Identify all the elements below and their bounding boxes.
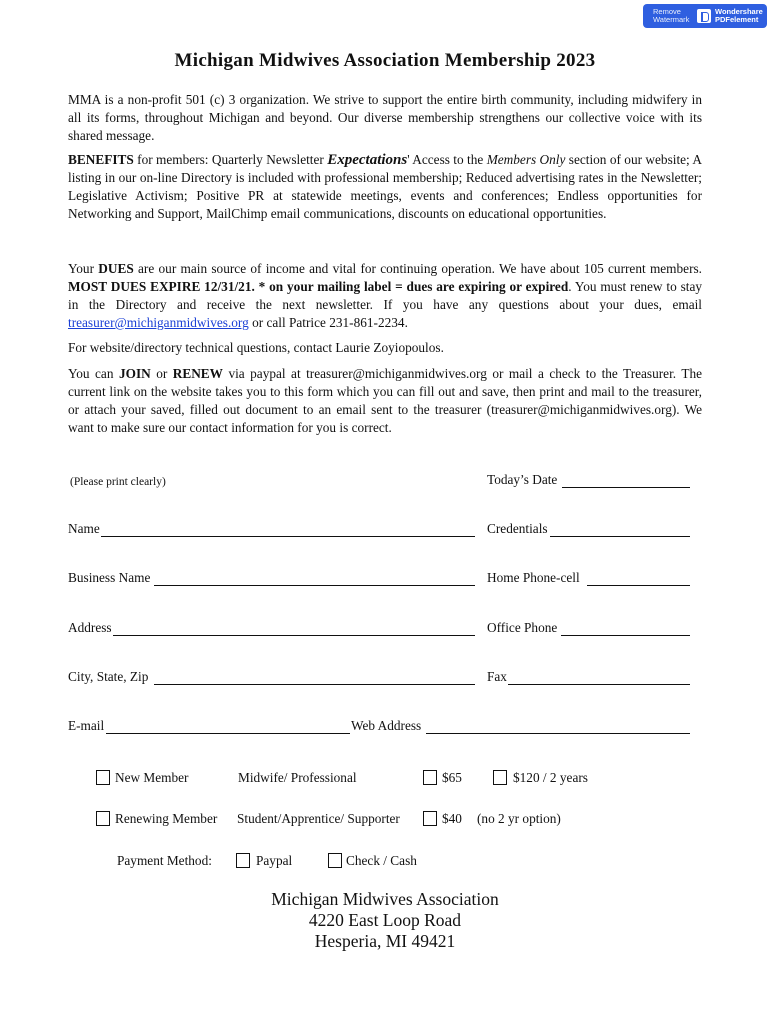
benefits-text-b: ' Access to the	[407, 152, 487, 167]
city-state-zip-field[interactable]	[154, 684, 475, 685]
document-title: Michigan Midwives Association Membership 2023	[174, 50, 596, 71]
price-120-checkbox[interactable]	[493, 770, 507, 785]
address-line3: Hesperia, MI 49421	[314, 931, 456, 951]
price-65-label: $65	[442, 770, 462, 785]
home-phone-field[interactable]	[587, 585, 690, 586]
office-phone-field[interactable]	[561, 635, 690, 636]
dues-text-c: . You must renew to stay in the Directory and receive the next newsletter. If you have any questions about your dues, email	[68, 279, 702, 312]
credentials-field[interactable]	[550, 536, 690, 537]
brand-line2: PDFelement	[715, 15, 759, 24]
new-member-label: New Member	[115, 770, 189, 785]
office-phone-label: Office Phone	[487, 620, 558, 635]
join-text-b: or	[150, 366, 173, 381]
benefits-heading: BENEFITS	[68, 152, 134, 167]
tech-contact: For website/directory technical questions, contact Laurie Zoyiopoulos.	[68, 340, 444, 355]
check-cash-checkbox[interactable]	[328, 853, 342, 868]
business-name-field[interactable]	[154, 585, 475, 586]
dues-text-b: are our main source of income and vital for continuing operation. We have about 105 current members.	[133, 261, 703, 276]
email-label: E-mail	[68, 718, 105, 733]
home-phone-label: Home Phone-cell	[487, 570, 580, 585]
newsletter-name: Expectations	[327, 152, 408, 168]
treasurer-email-link[interactable]: treasurer@michiganmidwives.org	[68, 315, 249, 330]
join-text-a: You can	[68, 366, 119, 381]
dues-text-d: or call Patrice 231-861-2234.	[248, 315, 408, 330]
web-address-field[interactable]	[426, 733, 690, 734]
join-word: JOIN	[118, 366, 151, 381]
price-65-checkbox[interactable]	[423, 770, 437, 785]
city-state-zip-label: City, State, Zip	[68, 669, 149, 684]
address-field[interactable]	[113, 635, 475, 636]
credentials-label: Credentials	[487, 521, 548, 536]
payment-method-label: Payment Method:	[117, 853, 212, 868]
print-note: (Please print clearly)	[70, 476, 166, 488]
members-only: Members Only	[486, 152, 566, 167]
form-row-date	[68, 470, 690, 490]
dues-word: DUES	[98, 261, 134, 276]
form-row-address	[68, 618, 690, 638]
pdfelement-logo-icon	[697, 9, 711, 23]
business-name-label: Business Name	[68, 570, 151, 585]
watermark-banner[interactable]	[643, 4, 767, 28]
address-line2: 4220 East Loop Road	[308, 910, 462, 930]
midwife-professional-label: Midwife/ Professional	[238, 770, 357, 785]
dues-text-a: Your	[68, 261, 99, 276]
price-120-label: $120 / 2 years	[513, 770, 588, 785]
email-field[interactable]	[106, 733, 350, 734]
benefits-text-c: section of our website; A listing in our on-line Directory is included with professional membership; Reduced advertising rates in the Newsletter; Legislative Activism; Positive PR at statewide meetings, events and conferences; Endless opportunities for Networking and Support, MailChimp email communications, discounts on educational opportunities.	[68, 152, 702, 221]
todays-date-field[interactable]	[562, 487, 690, 488]
remove-label: Remove	[653, 6, 681, 16]
mailing-address	[0, 889, 770, 952]
student-supporter-label: Student/Apprentice/ Supporter	[237, 811, 400, 826]
renewing-member-label: Renewing Member	[115, 811, 218, 826]
benefits-text-a: for members: Quarterly Newsletter	[133, 152, 328, 167]
dues-paragraph	[68, 260, 702, 332]
todays-date-label: Today’s Date	[487, 472, 558, 487]
paypal-label: Paypal	[256, 853, 293, 868]
intro-paragraph: MMA is a non-profit 501 (c) 3 organization. We strive to support the entire birth community, including midwifery in all its forms, throughout Michigan and beyond. Our diverse membership strengthens our collective voice with its shared message.	[68, 92, 702, 143]
no-2yr-option-label: (no 2 yr option)	[477, 811, 561, 826]
price-40-label: $40	[442, 811, 462, 826]
renew-word: RENEW	[172, 366, 223, 381]
address-line1: Michigan Midwives Association	[271, 889, 499, 909]
form-row-city	[68, 667, 690, 687]
name-label: Name	[68, 521, 100, 536]
dues-expire-notice: MOST DUES EXPIRE 12/31/21. * on your mailing label = dues are expiring or expired	[68, 279, 569, 294]
brand-line1: Wondershare	[715, 6, 763, 16]
web-address-label: Web Address	[351, 718, 422, 733]
form-row-name	[68, 519, 690, 539]
fax-label: Fax	[487, 669, 507, 684]
form-row-email	[68, 716, 690, 736]
price-40-checkbox[interactable]	[423, 811, 437, 826]
join-text-c: via paypal at treasurer@michiganmidwives.org or mail a check to the Treasurer. The current link on the website takes you to this form which you can fill out and save, then print and mail to the treasurer, or attach your saved, filled out document to an email sent to the treasurer (treasurer@michiganmidwives.org). We want to make sure our contact information for you is correct.	[68, 366, 702, 435]
remove-watermark-button[interactable]	[643, 8, 697, 25]
join-paragraph	[68, 365, 702, 437]
paypal-checkbox[interactable]	[236, 853, 250, 868]
benefits-paragraph	[68, 151, 702, 223]
renewing-member-checkbox[interactable]	[96, 811, 110, 826]
brand-name	[715, 8, 763, 25]
check-cash-label: Check / Cash	[346, 853, 417, 868]
form-row-business	[68, 568, 690, 588]
address-label: Address	[68, 620, 112, 635]
name-field[interactable]	[101, 536, 475, 537]
watermark-label: Watermark	[653, 15, 690, 24]
fax-field[interactable]	[508, 684, 690, 685]
new-member-checkbox[interactable]	[96, 770, 110, 785]
